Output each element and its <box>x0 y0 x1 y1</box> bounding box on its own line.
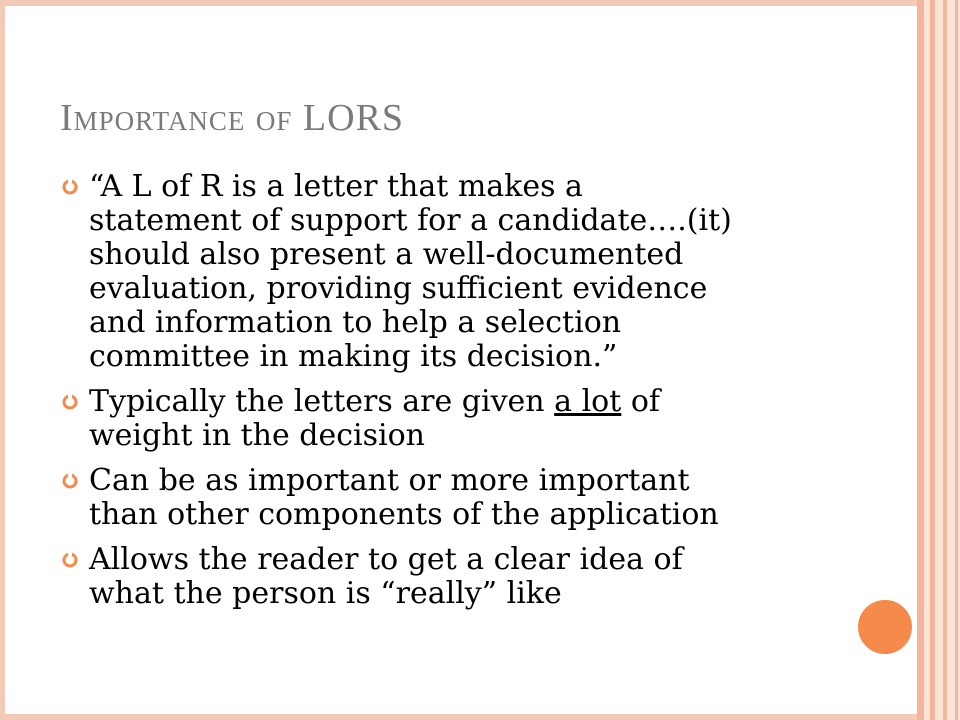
bullet-text-line: what the person is “really” like <box>89 576 562 611</box>
underlined-emphasis: a lot <box>554 384 622 419</box>
open-circle-bullet-icon <box>61 393 79 411</box>
bullet-item-importance <box>60 464 860 532</box>
bullet-text-line: weight in the decision <box>89 418 425 453</box>
slide-title <box>60 96 404 140</box>
title-initial: I <box>60 97 74 139</box>
title-word2: OF <box>255 106 293 136</box>
bullet-text-line: evaluation, providing sufficient evidence <box>89 271 708 306</box>
bullet-text-line: Allows the reader to get a clear idea of <box>89 542 683 577</box>
bullet-text-line: than other components of the application <box>89 497 719 532</box>
bullet-text-line <box>89 385 860 419</box>
decorative-stripe <box>955 0 958 720</box>
bullet-text-segment: Typically the letters are given <box>89 384 555 419</box>
bullet-text-line: Can be as important or more important <box>89 463 690 498</box>
bullet-item-weight <box>60 385 860 453</box>
decorative-stripe <box>947 0 960 720</box>
bullet-item-definition <box>60 170 860 374</box>
bullet-text-segment: of <box>621 384 660 419</box>
slide-frame-bottom <box>0 714 925 720</box>
bullet-text-line: should also present a well-documented <box>89 237 684 272</box>
title-word1-rest: MPORTANCE <box>73 106 246 136</box>
decorative-stripe <box>917 0 924 720</box>
bullet-list <box>60 170 860 622</box>
slide-frame-left <box>0 0 5 720</box>
bullet-text-line: statement of support for a candidate….(it) <box>89 203 732 238</box>
decorative-stripe <box>935 0 943 720</box>
orange-circle-decoration-icon <box>855 597 915 657</box>
open-circle-bullet-icon <box>61 551 79 569</box>
bullet-text-line: “A L of R is a letter that makes a <box>89 169 583 204</box>
bullet-item-reader <box>60 543 860 611</box>
title-word3: LORS <box>302 97 405 139</box>
bullet-text-line: committee in making its decision.” <box>89 339 618 374</box>
open-circle-bullet-icon <box>61 178 79 196</box>
slide-frame-top <box>0 0 925 6</box>
open-circle-bullet-icon <box>61 472 79 490</box>
bullet-text-line: and information to help a selection <box>89 305 622 340</box>
